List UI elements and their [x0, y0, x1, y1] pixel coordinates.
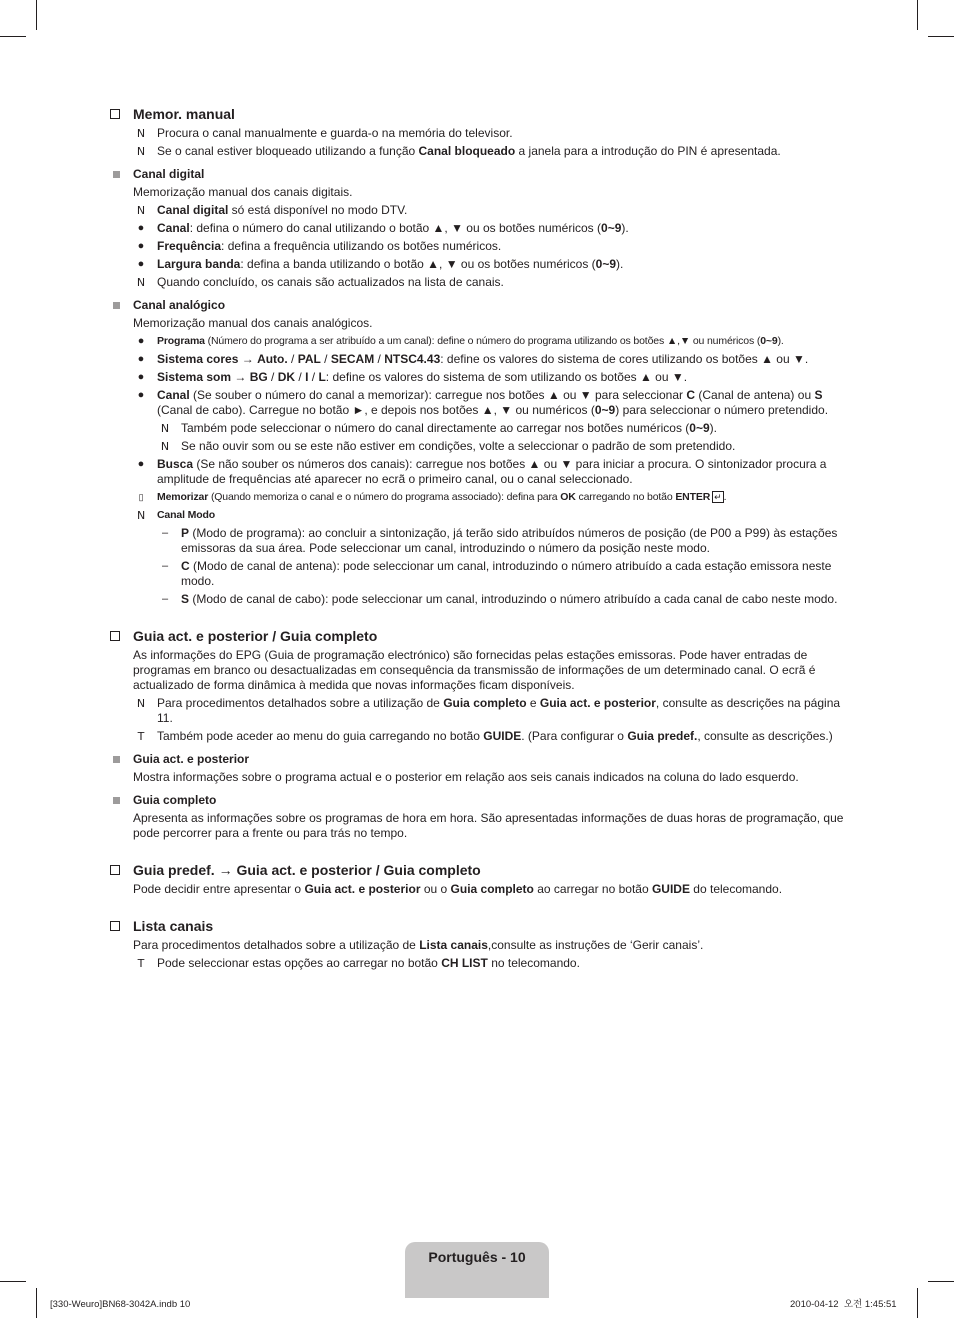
section-guia-predef — [108, 861, 846, 897]
subheading-canal-digital: Canal digital — [133, 167, 846, 182]
section-heading: Lista canais — [133, 917, 846, 935]
checkbox-square-icon — [110, 865, 120, 875]
note-icon: N — [160, 440, 170, 453]
bullet-item: ● Sistema cores → Auto. / PAL / SECAM / NTSC4.43: define os valores do sistema de cores utilizando os botões ▲ ou ▼. — [133, 352, 846, 367]
bullet-icon: ● — [137, 458, 145, 470]
bullet-icon: ● — [137, 258, 145, 270]
crop-mark — [928, 1281, 954, 1282]
note-item: N Quando concluído, os canais são actualizados na lista de canais. — [133, 275, 846, 290]
section-heading: Memor. manual — [133, 105, 846, 123]
subheading-canal-analogico: Canal analógico — [133, 298, 846, 313]
note-item: N Canal digital só está disponível no modo DTV. — [133, 203, 846, 218]
bullet-item: ● Programa (Número do programa a ser atribuído a um canal): define o número do programa utilizando os botões ▲,▼ ou numéricos (0~9). — [133, 334, 846, 349]
manual-page-content — [108, 105, 846, 974]
bullet-item: ● Busca (Se não souber os números dos canais): carregue nos botões ▲ ou ▼ para iniciar a procura. O sintonizador procura a amplitude de frequências até aparecer no ecrã o primeiro canal, ou o canal seleccionado. — [133, 457, 846, 487]
note-item: N Para procedimentos detalhados sobre a utilização de Guia completo e Guia act. e posterior, consulte as descrições na página 11. — [133, 696, 846, 726]
enter-icon: ↵ — [714, 492, 722, 502]
note-item: N Procura o canal manualmente e guarda-o na memória do televisor. — [133, 126, 846, 141]
checkbox-square-icon — [110, 109, 120, 119]
paragraph: Memorização manual dos canais digitais. — [133, 185, 353, 199]
gray-square-icon — [113, 756, 120, 763]
dash-item: – P (Modo de programa): ao concluir a sintonização, já terão sido atribuídos números de posição (de P00 a P99) às estações emissoras da sua área. Pode seleccionar um canal, introduzindo o número da posição neste modo. — [157, 526, 846, 556]
section-guia — [108, 627, 846, 841]
bullet-icon: ● — [137, 222, 145, 234]
bullet-icon: ▯ — [138, 492, 144, 502]
dash-icon: – — [161, 560, 169, 572]
subheading-guia-act: Guia act. e posterior — [133, 752, 846, 767]
bullet-icon: ● — [137, 240, 145, 252]
crop-mark — [36, 0, 37, 30]
note-icon: N — [136, 509, 146, 522]
page-number-tab — [405, 1242, 549, 1298]
gray-square-icon — [113, 797, 120, 804]
subheading-guia-completo: Guia completo — [133, 793, 846, 808]
paragraph: Para procedimentos detalhados sobre a utilização de Lista canais,consulte as instruções de ‘Gerir canais’. — [133, 938, 704, 952]
bullet-icon: ● — [137, 389, 145, 401]
note-icon: N — [136, 127, 146, 140]
note-icon: N — [136, 276, 146, 289]
checkbox-square-icon — [110, 631, 120, 641]
checkbox-square-icon — [110, 921, 120, 931]
dash-icon: – — [161, 593, 169, 605]
crop-mark — [0, 1281, 26, 1282]
paragraph: Mostra informações sobre o programa actual e o posterior em relação aos seis canais indicados na coluna do lado esquerdo. — [133, 770, 799, 784]
bullet-icon: ● — [137, 353, 145, 365]
note-icon: N — [160, 422, 170, 435]
note-item: N Se não ouvir som ou se este não estiver em condições, volte a seleccionar o padrão de som pretendido. — [157, 439, 846, 454]
section-heading: Guia predef. → Guia act. e posterior / Guia completo — [133, 861, 846, 879]
paragraph: Apresenta as informações sobre os programas de hora em hora. São apresentadas informações de duas horas de programação, que pode percorrer para a frente ou para trás no tempo. — [133, 811, 844, 840]
paragraph: Memorização manual dos canais analógicos. — [133, 316, 373, 330]
crop-mark — [917, 1288, 918, 1318]
note-icon: N — [136, 145, 146, 158]
note-icon: N — [136, 204, 146, 217]
gray-square-icon — [113, 302, 120, 309]
bullet-item: ● Sistema som → BG / DK / I / L: define os valores do sistema de som utilizando os botões ▲ ou ▼. — [133, 370, 846, 385]
bullet-item: ● Canal (Se souber o número do canal a memorizar): carregue nos botões ▲ ou ▼ para seleccionar C (Canal de antena) ou S (Canal de cabo). Carregue no botão ►, e depois nos botões ▲, ▼ ou numéricos (0~9) para seleccionar o número pretendido. — [133, 388, 846, 418]
section-memor-manual — [108, 105, 846, 607]
note-icon: N — [136, 697, 146, 710]
tip-icon: T — [137, 730, 145, 743]
paragraph: Pode decidir entre apresentar o Guia act. e posterior ou o Guia completo ao carregar no botão GUIDE do telecomando. — [133, 882, 783, 896]
bullet-item: ▯ Memorizar (Quando memoriza o canal e o número do programa associado): defina para OK carregando no botão ENTER ↵ . — [133, 490, 846, 505]
note-item: N Também pode seleccionar o número do canal directamente ao carregar nos botões numéricos (0~9). — [157, 421, 846, 436]
crop-mark — [36, 1288, 37, 1318]
section-heading: Guia act. e posterior / Guia completo — [133, 627, 846, 645]
dash-icon: – — [161, 527, 169, 539]
paragraph: As informações do EPG (Guia de programação electrónico) são fornecidas pelas estações emissoras. Pode haver entradas de programas em branco ou desactualizadas em consequência da transmissão de informações de um determinado canal. O ecrã é actualizado de forma dinâmica à medida que novas informações ficam disponíveis. — [133, 648, 816, 692]
imprint-date: 2010-04-12 오전 1:45:51 — [790, 1299, 897, 1310]
dash-item: – S (Modo de canal de cabo): pode seleccionar um canal, introduzindo o número atribuído a cada canal de cabo neste modo. — [157, 592, 846, 607]
imprint-file: [330-Weuro]BN68-3042A.indb 10 — [50, 1299, 191, 1310]
gray-square-icon — [113, 171, 120, 178]
tip-item: T Também pode aceder ao menu do guia carregando no botão GUIDE. (Para configurar o Guia predef., consulte as descrições.) — [133, 729, 846, 744]
crop-mark — [928, 36, 954, 37]
crop-mark — [917, 0, 918, 30]
crop-mark — [0, 36, 26, 37]
tip-icon: T — [137, 957, 145, 970]
note-item: N Canal Modo — [133, 508, 846, 523]
dash-item: – C (Modo de canal de antena): pode seleccionar um canal, introduzindo o número atribuído a cada estação emissora neste modo. — [157, 559, 846, 589]
page-number: Português - 10 — [428, 1249, 526, 1265]
bullet-icon: ● — [137, 371, 145, 383]
tip-item: T Pode seleccionar estas opções ao carregar no botão CH LIST no telecomando. — [133, 956, 846, 971]
bullet-item: ● Largura banda: defina a banda utilizando o botão ▲, ▼ ou os botões numéricos (0~9). — [133, 257, 846, 272]
section-lista-canais — [108, 917, 846, 971]
bullet-item: ● Frequência: defina a frequência utilizando os botões numéricos. — [133, 239, 846, 254]
note-item: N Se o canal estiver bloqueado utilizando a função Canal bloqueado a janela para a introdução do PIN é apresentada. — [133, 144, 846, 159]
bullet-icon: ● — [137, 335, 145, 347]
bullet-item: ● Canal: defina o número do canal utilizando o botão ▲, ▼ ou os botões numéricos (0~9). — [133, 221, 846, 236]
